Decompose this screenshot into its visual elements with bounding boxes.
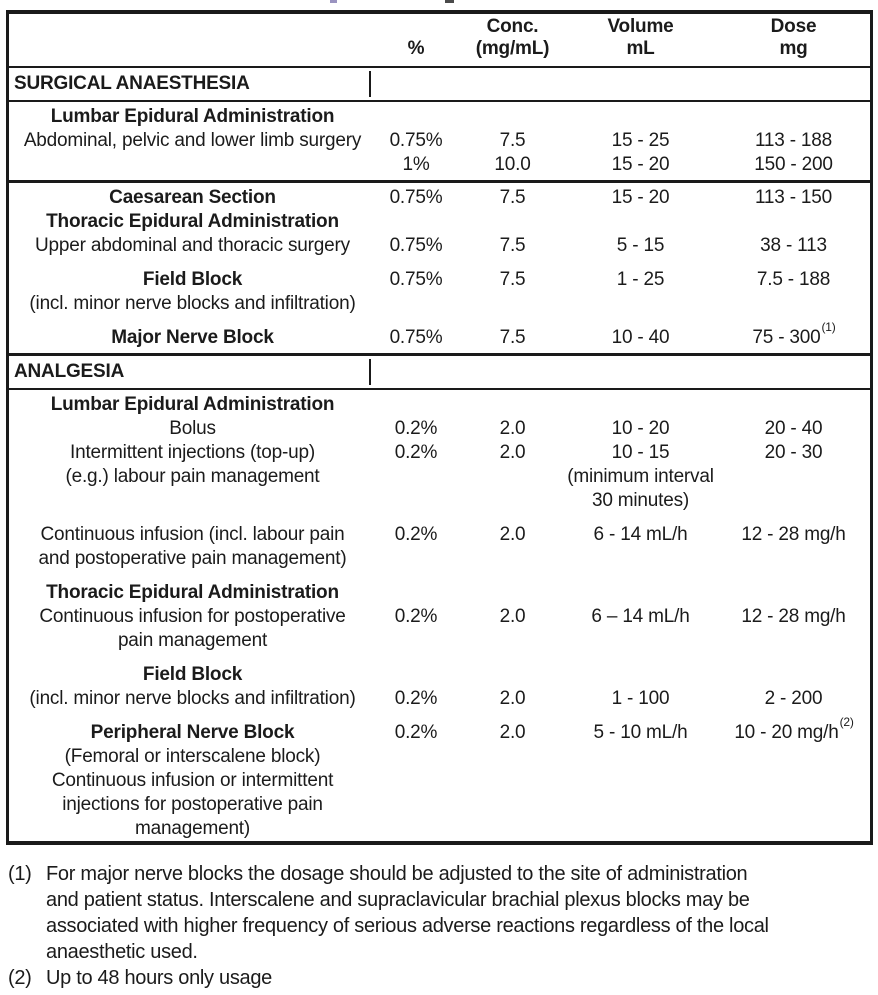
col-header-dose-line2: mg <box>779 38 808 59</box>
cell-conc <box>461 292 564 316</box>
cell-percent <box>371 393 461 417</box>
table-row <box>9 105 870 129</box>
table-row <box>9 129 870 153</box>
cell-percent <box>371 629 461 653</box>
cell-conc: 2.0 <box>499 442 526 463</box>
cell-percent <box>371 292 461 316</box>
cell-conc <box>461 793 564 817</box>
cell-conc <box>461 489 564 513</box>
cell-dose: 12 - 28 mg/h <box>741 606 846 627</box>
footnote-text <box>46 861 870 965</box>
cell-volume: 10 - 15 <box>611 442 670 463</box>
table-body <box>9 66 870 841</box>
cell-volume <box>564 105 717 129</box>
cell-dose: 75 - 300$^{(1)}$ <box>752 319 836 348</box>
cell-description: Lumbar Epidural Administration <box>50 106 335 127</box>
cell-percent <box>371 105 461 129</box>
table-row <box>9 292 870 316</box>
cell-volume: 15 - 25 <box>611 130 670 151</box>
cell-volume: 6 - 14 mL/h <box>593 524 688 545</box>
table-row <box>9 581 870 605</box>
cell-percent: 0.2% <box>394 524 438 545</box>
table-row <box>9 547 870 571</box>
footnote-marker: (2) <box>8 967 32 989</box>
cell-percent: 0.75% <box>389 187 443 208</box>
footnote <box>8 861 870 965</box>
cell-dose <box>717 817 870 841</box>
row-spacer <box>9 571 870 581</box>
cell-description: Bolus <box>169 418 216 439</box>
cell-description: Intermittent injections (top-up) <box>70 442 315 463</box>
cell-volume: 15 - 20 <box>611 187 670 208</box>
cell-description: and postoperative pain management) <box>38 548 347 569</box>
cell-volume: 5 - 15 <box>616 235 665 256</box>
section-row <box>9 359 870 385</box>
row-spacer <box>9 711 870 721</box>
cell-percent: 1% <box>402 154 430 175</box>
col-header-conc <box>461 16 564 60</box>
table-row <box>9 153 870 177</box>
table-row <box>9 605 870 629</box>
table-row <box>9 663 870 687</box>
table-row <box>9 714 870 745</box>
cell-conc: 2.0 <box>499 524 526 545</box>
table-row <box>9 234 870 258</box>
cell-description <box>9 489 371 513</box>
col-header-volume-line1: Volume <box>607 16 674 37</box>
cell-description: (incl. minor nerve blocks and infiltration) <box>29 293 356 314</box>
footnote-text <box>46 965 870 991</box>
cell-dose: 20 - 40 <box>764 418 823 439</box>
cell-description: Thoracic Epidural Administration <box>46 582 339 603</box>
table-rule <box>9 66 870 68</box>
cell-conc <box>461 210 564 234</box>
cell-description: (e.g.) labour pain management <box>65 466 320 487</box>
table-row <box>9 523 870 547</box>
col-header-conc-line1: Conc. <box>486 16 539 37</box>
footnote-line: For major nerve blocks the dosage should be adjusted to the site of administration <box>46 863 748 885</box>
cell-description: Continuous infusion for postoperative <box>39 606 346 627</box>
cell-dose: 113 - 188 <box>754 130 833 151</box>
cell-dose: 113 - 150 <box>754 187 833 208</box>
cell-percent <box>371 793 461 817</box>
cell-description: Continuous infusion (incl. labour pain <box>40 524 345 545</box>
cell-dose <box>717 393 870 417</box>
table-rule <box>9 388 870 390</box>
cell-conc <box>461 581 564 605</box>
footnote-marker: (1) <box>8 863 32 885</box>
cell-volume: 15 - 20 <box>611 154 670 175</box>
cell-description: (incl. minor nerve blocks and infiltration) <box>29 688 356 709</box>
footnote-ref: (2) <box>839 714 854 729</box>
cell-description: injections for postoperative pain <box>62 794 323 815</box>
cell-percent <box>371 817 461 841</box>
col-header-percent-line1 <box>371 16 461 38</box>
cell-volume <box>564 745 717 769</box>
cell-description: Peripheral Nerve Block <box>90 722 295 743</box>
cell-percent: 0.2% <box>394 606 438 627</box>
cell-dose <box>717 629 870 653</box>
cell-conc: 2.0 <box>499 688 526 709</box>
footnote-ref: (1) <box>821 319 836 334</box>
row-spacer <box>9 513 870 523</box>
table-row <box>9 793 870 817</box>
cell-percent: 0.2% <box>394 442 438 463</box>
cell-volume <box>564 292 717 316</box>
cropped-text-remnant <box>445 0 454 3</box>
cell-volume <box>564 581 717 605</box>
cell-percent: 0.75% <box>389 130 443 151</box>
cell-volume: 30 minutes) <box>591 490 690 511</box>
cell-volume: (minimum interval <box>567 466 714 487</box>
cell-dose <box>717 581 870 605</box>
footnote-line: and patient status. Interscalene and supraclavicular brachial plexus blocks may be <box>46 889 750 911</box>
cell-volume <box>564 817 717 841</box>
cell-conc <box>461 393 564 417</box>
cell-conc <box>461 769 564 793</box>
table-row <box>9 629 870 653</box>
table-rule <box>9 100 870 102</box>
cell-percent: 0.2% <box>394 688 438 709</box>
cell-conc: 2.0 <box>499 606 526 627</box>
cell-dose: 7.5 - 188 <box>756 269 831 290</box>
table-row <box>9 489 870 513</box>
cell-description: Continuous infusion or intermittent <box>51 770 334 791</box>
cell-conc: 10.0 <box>494 154 531 175</box>
section-title: SURGICAL ANAESTHESIA <box>9 71 371 97</box>
cell-description: Thoracic Epidural Administration <box>46 211 339 232</box>
cell-volume <box>564 393 717 417</box>
cell-volume <box>564 629 717 653</box>
footnote-line: anaesthetic used. <box>46 941 198 963</box>
table-row <box>9 186 870 210</box>
row-spacer <box>9 316 870 326</box>
cell-dose: 150 - 200 <box>754 154 833 175</box>
cell-dose <box>717 793 870 817</box>
cell-conc: 7.5 <box>499 187 526 208</box>
table-row <box>9 268 870 292</box>
cell-dose: 38 - 113 <box>760 235 827 256</box>
row-spacer <box>9 653 870 663</box>
cell-volume <box>564 547 717 571</box>
cell-dose: 10 - 20 $mg/h^{(2)}$ <box>734 714 854 743</box>
table-row <box>9 441 870 465</box>
col-header-conc-line2: (mg/mL) <box>475 38 550 59</box>
cell-volume <box>564 793 717 817</box>
cell-conc: 2.0 <box>499 722 526 743</box>
cell-conc: 7.5 <box>499 327 526 348</box>
footnote <box>8 965 870 991</box>
footnote-line: Up to 48 hours only usage <box>46 967 272 989</box>
cell-percent: 0.75% <box>389 235 443 256</box>
col-header-dose <box>717 16 870 60</box>
cell-dose <box>717 663 870 687</box>
table-row <box>9 745 870 769</box>
cropped-text-remnant <box>330 0 337 3</box>
cell-volume: 1 - 100 <box>611 688 670 709</box>
cell-description: Caesarean Section <box>109 187 276 208</box>
cell-conc: 7.5 <box>499 269 526 290</box>
col-header-dose-line1: Dose <box>770 16 817 37</box>
table-row <box>9 465 870 489</box>
cell-dose <box>717 465 870 489</box>
cell-dose <box>717 105 870 129</box>
cell-percent <box>371 465 461 489</box>
cell-description <box>9 153 371 177</box>
cell-percent <box>371 489 461 513</box>
cell-percent <box>371 663 461 687</box>
table-row <box>9 817 870 841</box>
cell-conc <box>461 817 564 841</box>
cell-percent: 0.2% <box>394 722 438 743</box>
cell-dose <box>717 489 870 513</box>
cell-description: (Femoral or interscalene block) <box>64 746 321 767</box>
cell-percent <box>371 210 461 234</box>
section-row <box>9 71 870 97</box>
table-row <box>9 210 870 234</box>
cell-description: Major Nerve Block <box>111 327 274 348</box>
cell-dose: 20 - 30 <box>764 442 823 463</box>
cell-dose <box>717 769 870 793</box>
table-rule <box>9 180 870 183</box>
cell-conc <box>461 547 564 571</box>
cell-dose: 2 - 200 <box>764 688 823 709</box>
table-row <box>9 417 870 441</box>
cell-conc <box>461 663 564 687</box>
table-header <box>9 14 870 63</box>
dosage-table <box>6 10 873 845</box>
cell-conc: 7.5 <box>499 235 526 256</box>
table-row <box>9 769 870 793</box>
cell-volume: 5 - 10 mL/h <box>593 722 688 743</box>
table-rule <box>9 353 870 356</box>
cell-volume: 10 - 20 <box>611 418 670 439</box>
cell-description: Field Block <box>142 269 243 290</box>
table-row <box>9 393 870 417</box>
cell-description: Lumbar Epidural Administration <box>50 394 335 415</box>
cell-percent <box>371 745 461 769</box>
col-header-percent-line2: % <box>407 38 425 59</box>
cell-percent <box>371 581 461 605</box>
col-header-description <box>9 16 371 60</box>
cell-percent <box>371 769 461 793</box>
section-title: ANALGESIA <box>9 359 371 385</box>
cell-percent <box>371 547 461 571</box>
cell-dose: 12 - 28 mg/h <box>741 524 846 545</box>
cell-volume <box>564 210 717 234</box>
cell-volume: 6 – 14 mL/h <box>591 606 690 627</box>
cell-dose <box>717 210 870 234</box>
cell-dose <box>717 745 870 769</box>
col-header-percent <box>371 16 461 60</box>
col-header-volume-line2: mL <box>626 38 655 59</box>
cell-description: pain management <box>117 630 268 651</box>
cell-dose <box>717 547 870 571</box>
cell-volume <box>564 663 717 687</box>
footnotes <box>8 861 870 991</box>
cell-conc <box>461 465 564 489</box>
table-row <box>9 319 870 350</box>
cell-conc: 7.5 <box>499 130 526 151</box>
cell-description: Abdominal, pelvic and lower limb surgery <box>23 130 362 151</box>
cell-percent: 0.75% <box>389 327 443 348</box>
cell-description: management) <box>134 818 251 839</box>
cell-description: Field Block <box>142 664 243 685</box>
cell-dose <box>717 292 870 316</box>
cell-volume: 10 - 40 <box>611 327 670 348</box>
cell-conc: 2.0 <box>499 418 526 439</box>
cell-volume <box>564 769 717 793</box>
cell-percent: 0.75% <box>389 269 443 290</box>
cell-percent: 0.2% <box>394 418 438 439</box>
footnote-line: associated with higher frequency of serious adverse reactions regardless of the local <box>46 915 769 937</box>
table-row <box>9 687 870 711</box>
cell-conc <box>461 745 564 769</box>
row-spacer <box>9 258 870 268</box>
cell-conc <box>461 629 564 653</box>
col-header-volume <box>564 16 717 60</box>
cell-volume: 1 - 25 <box>616 269 665 290</box>
cell-description: Upper abdominal and thoracic surgery <box>35 235 350 256</box>
cell-conc <box>461 105 564 129</box>
